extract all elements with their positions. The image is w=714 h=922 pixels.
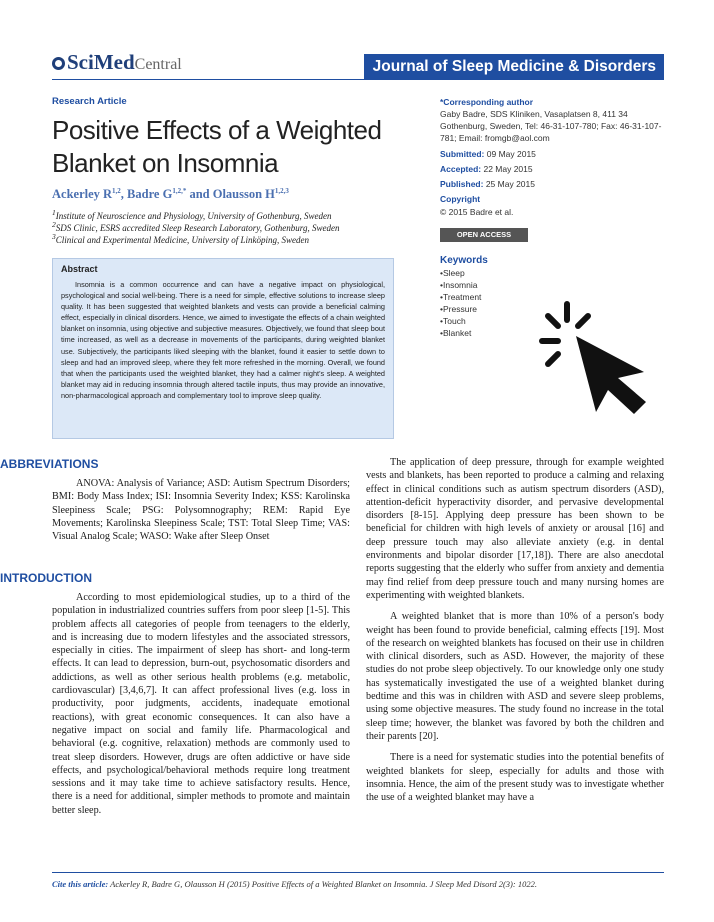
- corresponding-text: Gaby Badre, SDS Kliniken, Vasaplatsen 8, 411 34 Gothenburg, Sweden, Tel: 46-31-107-780; Fax: 46-31-107-781; Email: fromgb@aol.com: [440, 109, 662, 143]
- click-cursor-icon: [536, 298, 654, 416]
- keyword: • Sleep: [440, 267, 481, 279]
- logo-prefix: SciMed: [67, 50, 135, 74]
- right-column: [366, 456, 664, 804]
- introduction-heading: INTRODUCTION: [0, 571, 92, 585]
- publisher-logo: [52, 50, 182, 75]
- author-list: [52, 187, 289, 202]
- affiliation: $^3$Clinical and Experimental Medicine, University of Linköping, Sweden: [52, 232, 309, 245]
- article-title: Positive Effects of a Weighted Blanket on Insomnia: [52, 115, 382, 178]
- copyright-label: Copyright: [440, 194, 481, 204]
- keyword: • Pressure: [440, 303, 481, 315]
- author-name: Olausson H: [212, 187, 275, 202]
- author-sup: 1,2: [112, 187, 121, 195]
- author-joiner: ,: [120, 187, 128, 202]
- abstract-text: Insomnia is a common occurrence and can have a negative impact on physiological, psychological and social well-being. There is a need for simple, effective solutions to increase sleep quality. It has been suggested that weighted blankets and vests can provide a beneficial calming effect, especially in clinical disorders. Hence, we aimed to investigate the effects of a chain weighted blanket on insomnia, using objective and subjective measures. Objectively, we found that sleep bout time increased, as well as a decrease in movements of the participants, during weighted blanket use. Subjectively, the participants liked sleeping with the blanket, found it easier to settle down to sleep and had an improved sleep, where they felt more refreshed in the morning. Overall, we found that when the participants used the weighted blanket, they had a calmer night's sleep. A weighted blanket may aid in reducing insomnia through altered tactile inputs, thus may provide an innovative, non-pharmacological approach and complementary tool to improve sleep quality.: [61, 280, 385, 400]
- corresponding-label: *Corresponding author: [440, 97, 534, 107]
- logo-ring-icon: [52, 57, 65, 70]
- keyword: • Insomnia: [440, 279, 481, 291]
- published-date: Published: 25 May 2015: [440, 179, 535, 189]
- cite-text: Ackerley R, Badre G, Olausson H (2015) Positive Effects of a Weighted Blanket on Insomnia. J Sleep Med Disord 2(3): 1022.: [108, 879, 537, 889]
- introduction-paragraph: According to most epidemiological studies, up to a third of the population in industrialized countries suffers from poor sleep [1-5]. This problem affects all categories of people from teenagers to the elderly, and is increasing due to modern lifestyles and the associated stressors, especially in cities. The impairment of sleep has short- and long-term effects. It can lead to depression, burn-out, psychosomatic disorders and addictions, as well as other serious health problems (e.g. metabolic, cardiovascular) [3,4,6,7]. It can affect professional lives (e.g. loss in productivity, poor judgments, accidents, inadequate emotional reactions), with great economic consequences. It can also have a negative impact on social and family life. Pharmacological and behavioral (e.g. cognitive, relaxation) methods are commonly used to treat sleep disorders. However, drugs are often addictive or have side effects, and psychological/behavioral methods require long treatment sessions and it may take time to achieve satisfactory results. Hence, there is a need for additional, simpler methods to promote and maintain better sleep.: [52, 592, 350, 816]
- abbreviations-heading: ABBREVIATIONS: [0, 457, 99, 471]
- keywords-list: [440, 267, 481, 339]
- submitted-date: Submitted: 09 May 2015: [440, 149, 536, 159]
- keyword: • Touch: [440, 315, 481, 327]
- abbreviations-section: [52, 477, 350, 543]
- journal-title: Journal of Sleep Medicine & Disorders: [364, 54, 664, 79]
- author-sup: 1,2,3: [274, 187, 289, 195]
- body-paragraph: A weighted blanket that is more than 10% of a person's body weight has been found to provide beneficial, calming effects [19]. Most of the research on weighted blankets has focused on their use in children with clinical disorders, such as ASD. However, the majority of these studies do not probe sleep objectively. To our knowledge only one study has systematically investigated the use of a weighted blanket during bedtime and this was in children with ASD and severe sleep problems, using some objective measures. The study found no increase in the total sleep time; however, the blanket was favored by both the children and their parents [20].: [366, 611, 664, 742]
- copyright-value: © 2015 Badre et al.: [440, 207, 514, 217]
- author-sup: 1,2,*: [172, 187, 187, 195]
- abstract-heading: Abstract: [61, 264, 98, 274]
- open-access-badge: OPEN ACCESS: [440, 228, 528, 242]
- abstract-box: [52, 258, 394, 439]
- article-type: Research Article: [52, 96, 127, 107]
- affiliation: $^2$SDS Clinic, ESRS accredited Sleep Research Laboratory, Gothenburg, Sweden: [52, 220, 340, 233]
- abbreviations-text: ANOVA: Analysis of Variance; ASD: Autism Spectrum Disorders; BMI: Body Mass Index; ISI: Insomnia Severity Index; KSS: Karolinska Sleepiness Scale; PSG: Polysomnography; REM: Rapid Eye Movements; Karolinska Sleepiness Scale; TST: Total Sleep Time; VAS: Visual Analog Scale; WASO: Wake after Sleep Onset: [52, 478, 350, 543]
- affiliation: $^1$Institute of Neuroscience and Physiology, University of Gothenburg, Sweden: [52, 208, 332, 221]
- citation-footer: [52, 879, 537, 889]
- author-joiner: and: [186, 187, 213, 202]
- keyword: • Blanket: [440, 327, 481, 339]
- footer-divider: [52, 872, 664, 873]
- author-name: Badre G: [127, 187, 173, 202]
- keyword: • Treatment: [440, 291, 481, 303]
- body-paragraph: The application of deep pressure, through for example weighted vests and blankets, has been reported to produce a calming and relaxing effect in clinical conditions such as autism spectrum disorders (ASD), attention-deficit hyperactivity disorder, and pervasive developmental disorders [8-15]. Applying deep pressure has been shown to be beneficial for children with high levels of anxiety or arousal [16] and deep pressure touch may also alleviate anxiety (e.g. in dental environments and bipolar disorder [17,18]). There are also anecdotal reports suggesting that the elderly who suffer from anxiety and dementia may find relief from deep pressure touch and many nursing homes are experimenting with weighted blankets.: [366, 457, 664, 601]
- author-name: Ackerley R: [52, 187, 113, 202]
- cite-label: Cite this article:: [52, 879, 109, 889]
- header-divider: [52, 79, 664, 80]
- introduction-section: [52, 591, 350, 817]
- keywords-heading: Keywords: [440, 255, 488, 266]
- body-paragraph: There is a need for systematic studies into the potential benefits of weighted blankets for sleep, especially for adults and those with insomnia. Hence, the aim of the present study was to investigate whether the use of a weighted blanket may have a: [366, 752, 664, 804]
- logo-suffix: Central: [134, 56, 182, 73]
- accepted-date: Accepted: 22 May 2015: [440, 164, 533, 174]
